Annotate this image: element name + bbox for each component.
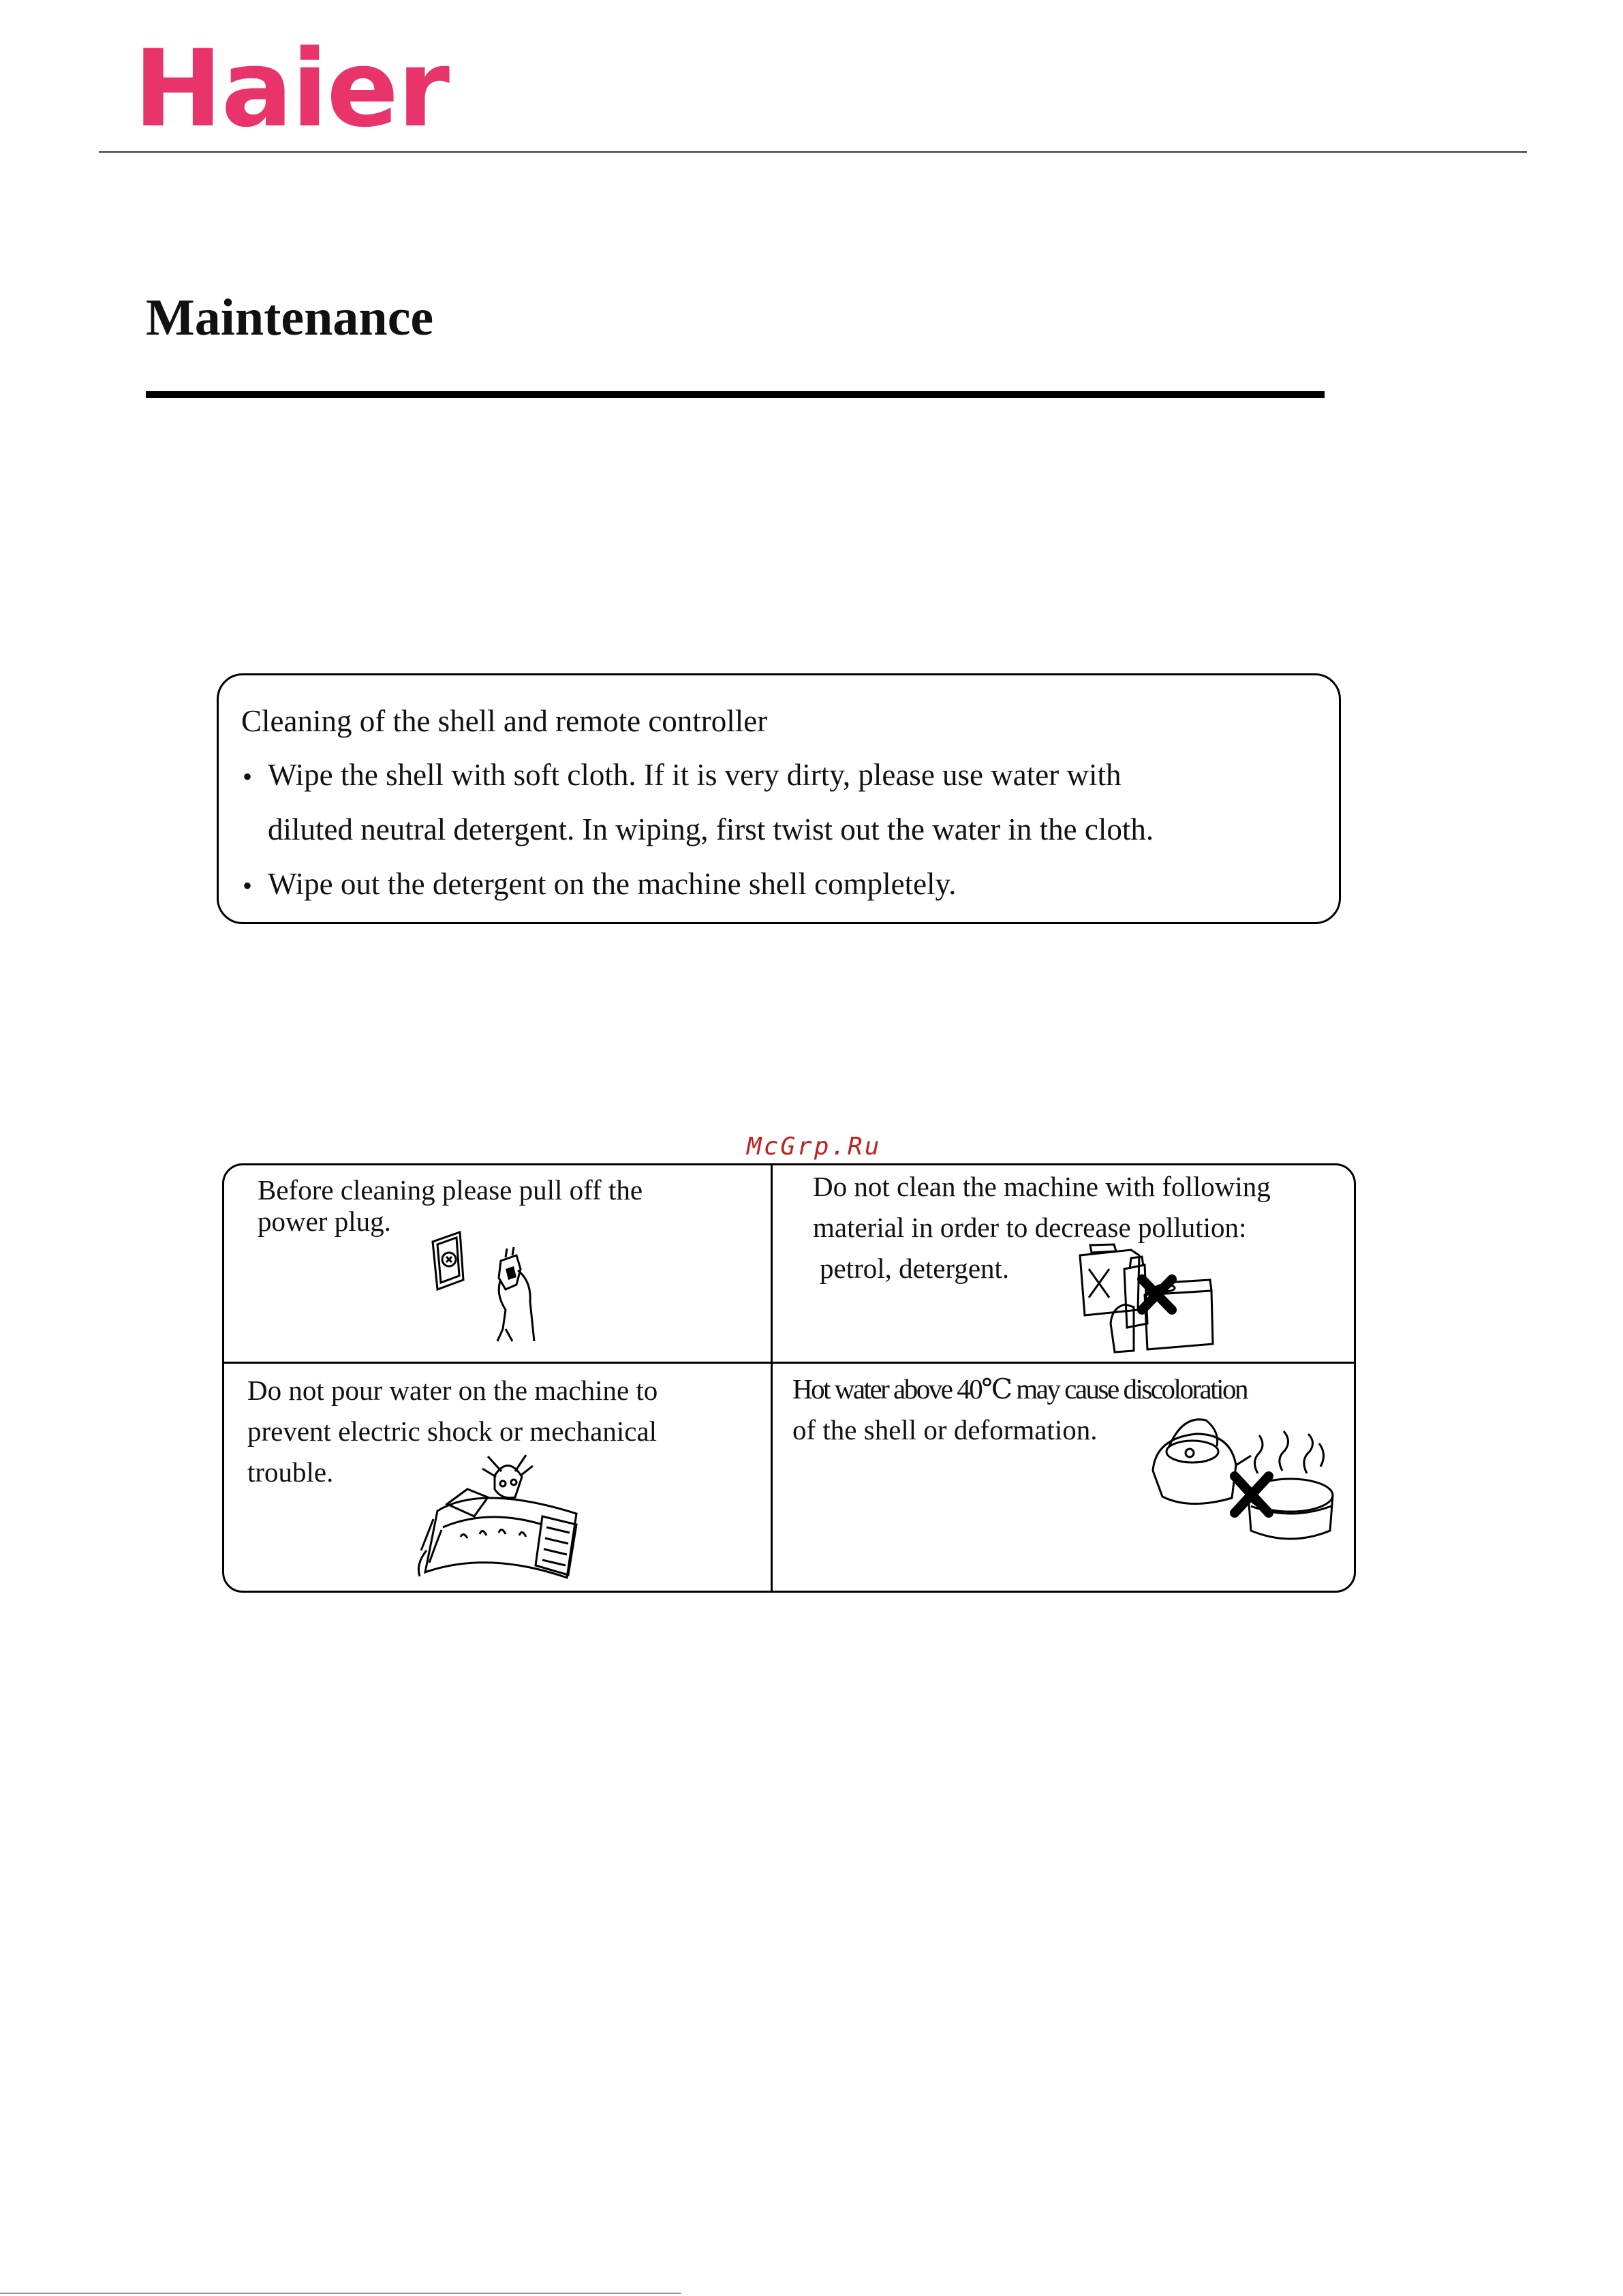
tip-2-line-1: Do not clean the machine with following	[813, 1171, 1271, 1202]
power-plug-icon	[429, 1227, 559, 1346]
tip-4-line-2: of the shell or deformation.	[792, 1414, 1098, 1445]
cleaning-heading: Cleaning of the shell and remote controller	[241, 704, 768, 738]
tip-3-line-3: trouble.	[247, 1456, 334, 1488]
tip-3-line-1: Do not pour water on the machine to	[247, 1375, 658, 1406]
table-divider-vertical	[771, 1163, 773, 1593]
header-divider	[99, 151, 1527, 153]
title-underline	[146, 391, 1325, 398]
tip-4-line-1: Hot water above 40℃ may cause discoloration	[792, 1373, 1248, 1405]
tip-2-line-3: petrol, detergent.	[820, 1253, 1010, 1284]
no-chemicals-icon	[1077, 1242, 1216, 1358]
bullet-icon: •	[243, 870, 253, 901]
page-title: Maintenance	[146, 289, 434, 346]
tip-1-line-2: power plug.	[258, 1206, 391, 1237]
cleaning-bullet-1-line-1: Wipe the shell with soft cloth. If it is very dirty, please use water with	[268, 758, 1122, 792]
no-hot-water-icon	[1149, 1411, 1336, 1547]
cleaning-bullet-1-line-2: diluted neutral detergent. In wiping, first twist out the water in the cloth.	[268, 812, 1154, 846]
tip-2-line-2: material in order to decrease pollution:	[813, 1212, 1247, 1243]
table-divider-horizontal	[223, 1362, 1355, 1364]
watermark: McGrp.Ru	[747, 1133, 882, 1161]
cleaning-bullet-2: Wipe out the detergent on the machine shell completely.	[268, 867, 957, 901]
tip-1-line-1: Before cleaning please pull off the	[258, 1174, 643, 1206]
footer-rule	[0, 2293, 681, 2294]
no-water-pouring-icon	[406, 1448, 583, 1581]
bullet-icon: •	[243, 761, 253, 792]
tip-3-line-2: prevent electric shock or mechanical	[247, 1415, 658, 1447]
haier-logo: Haier	[134, 27, 449, 151]
